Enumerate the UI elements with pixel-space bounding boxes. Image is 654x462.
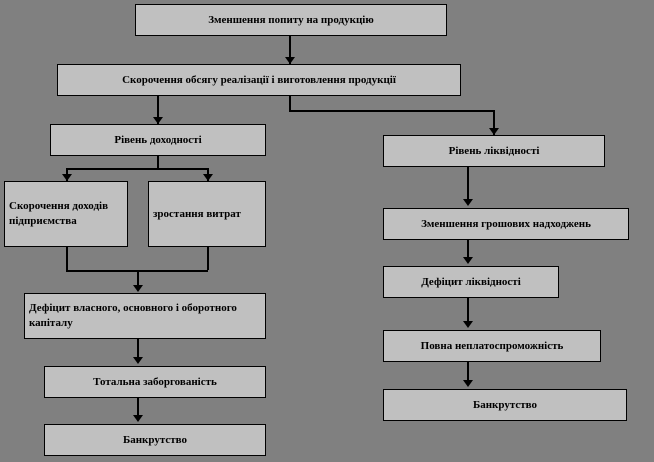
connector-sales-to-profitability-arrow <box>153 117 163 124</box>
node-liquidity-level[interactable] <box>383 135 605 167</box>
node-sales-reduction[interactable] <box>57 64 461 96</box>
node-label: Банкрутство <box>472 398 538 411</box>
connector-capital-to-debt-arrow <box>133 357 143 364</box>
connector-cost-down <box>207 247 209 270</box>
connector-sales-to-liquidity-up <box>289 96 291 110</box>
node-label: Дефіцит власного, основного і оборотного капіталу <box>29 302 237 329</box>
node-label: Зменшення грошових надходжень <box>421 217 591 230</box>
node-label: Повна неплатоспроможність <box>420 339 564 352</box>
node-label: Тотальна заборгованість <box>93 375 217 388</box>
connector-cash-to-deficit-arrow <box>463 257 473 264</box>
node-demand-drop[interactable] <box>135 4 447 36</box>
node-cash-inflow-reduction[interactable] <box>383 208 629 240</box>
connector-profitability-split-up <box>157 156 159 168</box>
node-capital-deficit[interactable] <box>24 293 266 339</box>
connector-join-to-capital-arrow <box>133 285 143 292</box>
node-label: Рівень доходності <box>114 133 202 146</box>
node-liquidity-deficit[interactable] <box>383 266 559 298</box>
node-label: зростання витрат <box>153 207 241 220</box>
node-bankruptcy-left[interactable] <box>44 424 266 456</box>
connector-cash-to-deficit <box>467 240 469 258</box>
connector-profitability-split-h <box>66 168 208 170</box>
node-full-insolvency[interactable] <box>383 330 601 362</box>
connector-profitability-to-cost-arrow <box>203 174 213 181</box>
node-label: Дефіцит ліквідності <box>421 275 521 288</box>
node-label: Скорочення обсягу реалізації і виготовлення продукції <box>122 73 396 86</box>
node-income-reduction[interactable] <box>4 181 128 247</box>
node-bankruptcy-right[interactable] <box>383 389 627 421</box>
connector-liquidity-to-cash-arrow <box>463 199 473 206</box>
node-total-debt[interactable] <box>44 366 266 398</box>
connector-capital-to-debt <box>137 339 139 359</box>
connector-profitability-to-income-arrow <box>62 174 72 181</box>
connector-income-down <box>66 247 68 270</box>
connector-demand-to-sales-arrow <box>285 57 295 64</box>
connector-sales-to-liquidity-h <box>289 110 494 112</box>
connector-liquidity-to-cash <box>467 167 469 200</box>
connector-insolvency-to-bankruptcy-arrow <box>463 380 473 387</box>
connector-insolvency-to-bankruptcy <box>467 362 469 381</box>
node-profitability-level[interactable] <box>50 124 266 156</box>
node-label: Банкрутство <box>122 433 188 446</box>
node-label: Зменшення попиту на продукцію <box>208 13 374 26</box>
node-cost-growth[interactable] <box>148 181 266 247</box>
node-label: Скорочення доходів підприємства <box>9 200 109 227</box>
node-label: Рівень ліквідності <box>448 144 540 157</box>
connector-debt-to-bankruptcy <box>137 398 139 416</box>
connector-deficit-to-insolvency <box>467 298 469 322</box>
connector-deficit-to-insolvency-arrow <box>463 321 473 328</box>
connector-debt-to-bankruptcy-arrow <box>133 415 143 422</box>
connector-sales-to-liquidity-arrow <box>489 128 499 135</box>
